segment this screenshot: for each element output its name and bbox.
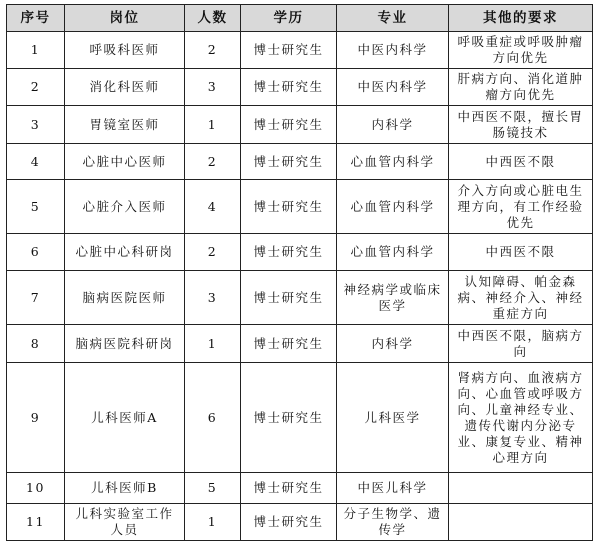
cell-major: 内科学 xyxy=(337,106,449,144)
cell-count: 4 xyxy=(185,180,241,234)
cell-requirements: 中西医不限，脑病方向 xyxy=(449,325,593,363)
cell-requirements: 介入方向或心脏电生理方向，有工作经验优先 xyxy=(449,180,593,234)
cell-count: 3 xyxy=(185,271,241,325)
cell-count: 2 xyxy=(185,32,241,69)
cell-post: 消化科医师 xyxy=(65,69,185,106)
header-row xyxy=(7,5,593,32)
cell-education: 博士研究生 xyxy=(241,32,337,69)
cell-post: 儿科实验室工作人员 xyxy=(65,504,185,541)
cell-requirements xyxy=(449,473,593,504)
cell-education: 博士研究生 xyxy=(241,325,337,363)
cell-education: 博士研究生 xyxy=(241,504,337,541)
cell-education: 博士研究生 xyxy=(241,473,337,504)
cell-count: 1 xyxy=(185,504,241,541)
cell-no: 10 xyxy=(7,473,65,504)
cell-no: 6 xyxy=(7,234,65,271)
cell-no: 1 xyxy=(7,32,65,69)
table-row xyxy=(7,271,593,325)
table-row xyxy=(7,473,593,504)
cell-education: 博士研究生 xyxy=(241,106,337,144)
header-post: 岗位 xyxy=(65,5,185,32)
cell-count: 5 xyxy=(185,473,241,504)
header-requirements: 其他的要求 xyxy=(449,5,593,32)
cell-major: 中医内科学 xyxy=(337,69,449,106)
cell-education: 博士研究生 xyxy=(241,271,337,325)
cell-no: 7 xyxy=(7,271,65,325)
table-row xyxy=(7,69,593,106)
cell-major: 心血管内科学 xyxy=(337,180,449,234)
cell-post: 心脏中心医师 xyxy=(65,144,185,180)
cell-post: 呼吸科医师 xyxy=(65,32,185,69)
cell-no: 4 xyxy=(7,144,65,180)
cell-no: 5 xyxy=(7,180,65,234)
table-row xyxy=(7,504,593,541)
cell-no: 2 xyxy=(7,69,65,106)
cell-count: 2 xyxy=(185,144,241,180)
cell-post: 心脏介入医师 xyxy=(65,180,185,234)
cell-post: 儿科医师A xyxy=(65,363,185,473)
cell-major: 神经病学或临床医学 xyxy=(337,271,449,325)
cell-post: 心脏中心科研岗 xyxy=(65,234,185,271)
cell-education: 博士研究生 xyxy=(241,234,337,271)
cell-count: 1 xyxy=(185,325,241,363)
cell-count: 3 xyxy=(185,69,241,106)
table-row xyxy=(7,106,593,144)
cell-requirements: 呼吸重症或呼吸肿瘤方向优先 xyxy=(449,32,593,69)
header-education: 学历 xyxy=(241,5,337,32)
cell-major: 中医内科学 xyxy=(337,32,449,69)
cell-education: 博士研究生 xyxy=(241,144,337,180)
cell-count: 1 xyxy=(185,106,241,144)
cell-education: 博士研究生 xyxy=(241,69,337,106)
header-major: 专业 xyxy=(337,5,449,32)
cell-major: 心血管内科学 xyxy=(337,144,449,180)
cell-no: 9 xyxy=(7,363,65,473)
cell-major: 分子生物学、遗传学 xyxy=(337,504,449,541)
table-row xyxy=(7,234,593,271)
cell-count: 2 xyxy=(185,234,241,271)
recruitment-table-container xyxy=(6,4,592,541)
cell-requirements: 中西医不限，擅长胃肠镜技术 xyxy=(449,106,593,144)
cell-no: 8 xyxy=(7,325,65,363)
table-row xyxy=(7,180,593,234)
table-row xyxy=(7,144,593,180)
cell-major: 内科学 xyxy=(337,325,449,363)
cell-count: 6 xyxy=(185,363,241,473)
header-count: 人数 xyxy=(185,5,241,32)
cell-requirements: 肝病方向、消化道肿瘤方向优先 xyxy=(449,69,593,106)
cell-education: 博士研究生 xyxy=(241,363,337,473)
cell-no: 11 xyxy=(7,504,65,541)
cell-requirements: 肾病方向、血液病方向、心血管或呼吸方向、儿童神经专业、遗传代谢内分泌专业、康复专业、精神心理方向 xyxy=(449,363,593,473)
table-row xyxy=(7,325,593,363)
cell-major: 儿科医学 xyxy=(337,363,449,473)
cell-major: 心血管内科学 xyxy=(337,234,449,271)
cell-requirements: 中西医不限 xyxy=(449,234,593,271)
cell-no: 3 xyxy=(7,106,65,144)
cell-requirements: 中西医不限 xyxy=(449,144,593,180)
recruitment-table xyxy=(6,4,593,541)
cell-post: 儿科医师B xyxy=(65,473,185,504)
cell-post: 脑病医院医师 xyxy=(65,271,185,325)
cell-requirements: 认知障碍、帕金森病、神经介入、神经重症方向 xyxy=(449,271,593,325)
cell-post: 胃镜室医师 xyxy=(65,106,185,144)
cell-requirements xyxy=(449,504,593,541)
cell-post: 脑病医院科研岗 xyxy=(65,325,185,363)
header-no: 序号 xyxy=(7,5,65,32)
table-row xyxy=(7,363,593,473)
cell-education: 博士研究生 xyxy=(241,180,337,234)
table-row xyxy=(7,32,593,69)
cell-major: 中医儿科学 xyxy=(337,473,449,504)
